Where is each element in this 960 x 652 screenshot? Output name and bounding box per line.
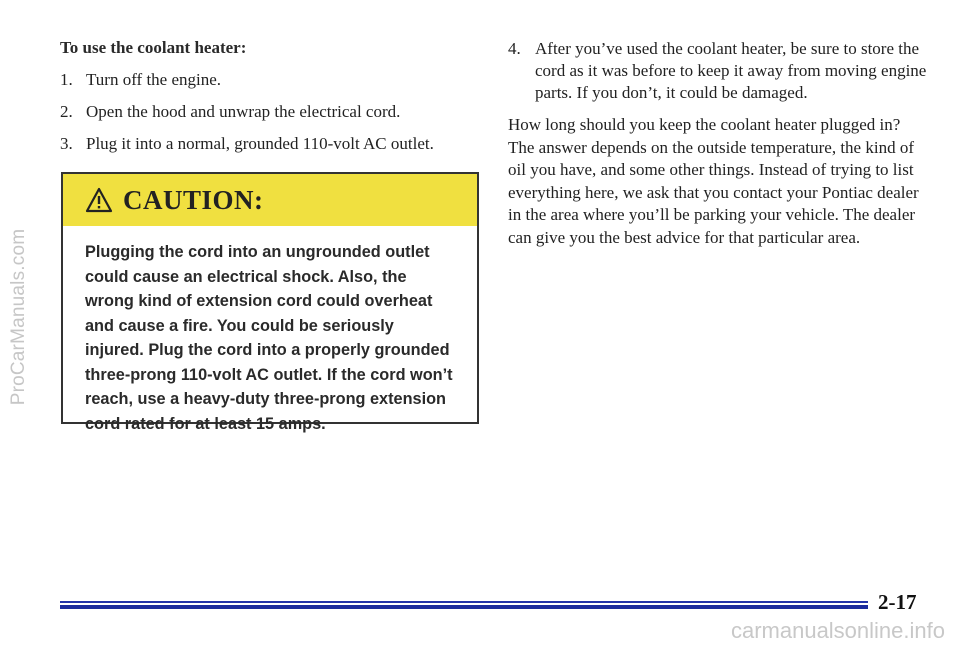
step-item <box>60 102 480 122</box>
step-text: Turn off the engine. <box>86 70 222 89</box>
right-column <box>508 38 928 249</box>
footer-rule-thick <box>60 605 868 609</box>
step-number: 1. <box>60 70 73 89</box>
side-watermark: ProCarManuals.com <box>8 228 29 406</box>
warning-triangle-icon <box>85 187 113 213</box>
footer-rule-thin <box>60 601 868 603</box>
step-text: Open the hood and unwrap the electrical cord. <box>86 102 401 121</box>
step-number: 3. <box>60 134 73 153</box>
step-text: Plug it into a normal, grounded 110-volt AC outlet. <box>86 134 434 153</box>
step-text: After you’ve used the coolant heater, be sure to store the cord as it was before to keep it away from moving engine parts. If you don’t, it could be damaged. <box>535 39 927 102</box>
caution-box <box>61 172 479 433</box>
footer-rule <box>60 601 868 611</box>
bottom-watermark: carmanualsonline.info <box>730 618 945 643</box>
section-heading: To use the coolant heater: <box>60 38 247 57</box>
steps-list <box>60 70 480 154</box>
body-paragraph: How long should you keep the coolant heater plugged in? The answer depends on the outside temperature, the kind of oil you have, and some other things. Instead of trying to list everything here, we ask that you contact your Pontiac dealer in the area where you’ll be parking your vehicle. The dealer can give you the best advice for that particular area. <box>508 115 919 247</box>
step-number: 4. <box>508 39 521 58</box>
caution-body: Plugging the cord into an ungrounded outlet could cause an electrical shock. Also, the wrong kind of extension cord could overheat and cause a fire. You could be seriously injured. Plug the cord into a properly grounded three-prong 110-volt AC outlet. If the cord won’t reach, use a heavy-duty three-prong extension cord rated for at least 15 amps. <box>85 243 453 433</box>
step-number: 2. <box>60 102 73 121</box>
left-column <box>60 38 480 166</box>
caution-title: CAUTION: <box>123 184 264 215</box>
caution-header <box>63 174 477 226</box>
step-item <box>508 38 928 104</box>
step-item <box>60 134 480 154</box>
step-item <box>60 70 480 90</box>
page-number: 2-17 <box>878 590 917 614</box>
